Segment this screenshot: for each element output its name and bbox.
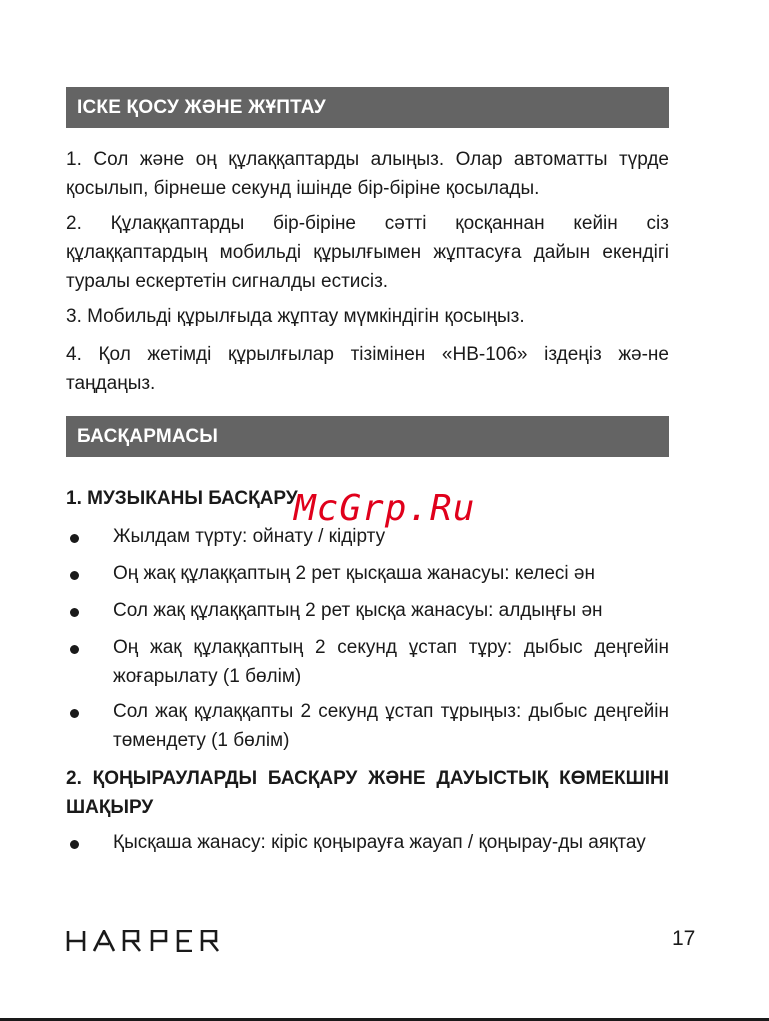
list-item bbox=[66, 559, 669, 588]
list-item-text: Жылдам түрту: ойнату / кідірту bbox=[113, 526, 386, 547]
music-control-list bbox=[66, 522, 669, 755]
bullet-icon bbox=[70, 709, 79, 718]
section-header-pairing: ІСКЕ ҚОСУ ЖӘНЕ ЖҰПТАУ bbox=[66, 87, 669, 128]
paragraph-step-3: 3. Мобильді құрылғыда жұптау мүмкіндігін қосыңыз. bbox=[66, 306, 525, 327]
paragraph-step-4: 4. Қол жетімді құрылғылар тізімінен «HB-106» іздеңіз жә-не таңдаңыз. bbox=[66, 344, 669, 394]
bullet-icon bbox=[70, 840, 79, 849]
subheading-call-control: 2. ҚОҢЫРАУЛАРДЫ БАСҚАРУ ЖӘНЕ ДАУЫСТЫҚ КӨМЕКШІНІ ШАҚЫРУ bbox=[66, 768, 669, 818]
bullet-icon bbox=[70, 534, 79, 543]
list-item bbox=[66, 828, 669, 857]
subheading-music-control: 1. МУЗЫКАНЫ БАСҚАРУ bbox=[66, 488, 298, 509]
paragraph-step-1: 1. Сол және оң құлаққаптарды алыңыз. Олар автоматты түрде қосылып, бірнеше секунд ішінде бір-біріне қосылады. bbox=[66, 149, 669, 199]
bullet-icon bbox=[70, 571, 79, 580]
harper-logo bbox=[66, 930, 226, 952]
list-item-text: Қысқаша жанасу: кіріс қоңырауға жауап / қоңырау-ды аяқтау bbox=[113, 832, 646, 853]
list-item-text: Оң жақ құлаққаптың 2 рет қысқаша жанасуы: келесі ән bbox=[113, 563, 595, 584]
section-header-controls: БАСҚАРМАСЫ bbox=[66, 416, 669, 457]
bullet-icon bbox=[70, 608, 79, 617]
list-item bbox=[66, 697, 669, 755]
list-item bbox=[66, 633, 669, 691]
list-item-text: Сол жақ құлаққапты 2 секунд ұстап тұрыңыз: дыбыс деңгейін төмендету (1 бөлім) bbox=[113, 701, 669, 751]
watermark: McGrp.Ru bbox=[294, 488, 476, 529]
list-item-text: Сол жақ құлаққаптың 2 рет қысқа жанасуы: алдыңғы ән bbox=[113, 600, 603, 621]
call-control-list bbox=[66, 828, 669, 857]
bullet-icon bbox=[70, 645, 79, 654]
harper-logo-icon bbox=[66, 930, 226, 952]
page-number: 17 bbox=[672, 927, 696, 950]
list-item bbox=[66, 596, 669, 625]
list-item-text: Оң жақ құлаққаптың 2 секунд ұстап тұру: дыбыс деңгейін жоғарылату (1 бөлім) bbox=[113, 637, 669, 687]
paragraph-step-2: 2. Құлаққаптарды бір-біріне сәтті қосқаннан кейін сіз құлаққаптардың мобильді құрылғымен жұптасуға дайын екендігі туралы ескертетін сигналды естисіз. bbox=[66, 213, 669, 292]
